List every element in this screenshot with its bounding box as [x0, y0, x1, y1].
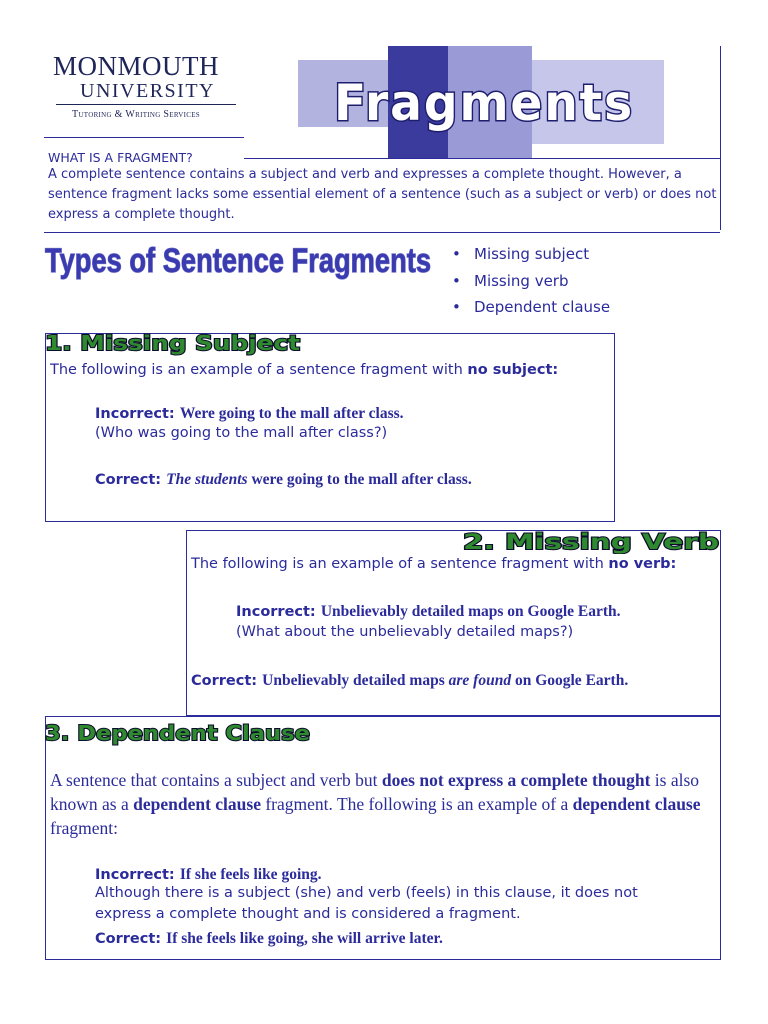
para-text: fragment. The following is an example of a — [260, 794, 573, 814]
section3-correct — [95, 928, 443, 948]
section3-explain-2: express a complete thought and is considered a fragment. — [95, 906, 521, 922]
section1-correct — [95, 469, 472, 489]
section2-intro-text: The following is an example of a sentence fragment with — [191, 556, 609, 572]
incorrect-text: Were going to the mall after class. — [179, 405, 404, 422]
section3-incorrect — [95, 864, 322, 884]
para-text: fragment: — [50, 818, 119, 838]
section2-correct — [191, 670, 628, 690]
intro-heading: WHAT IS A FRAGMENT? — [48, 150, 193, 165]
header-vertical-rule — [720, 46, 721, 230]
section2-question: (What about the unbelievably detailed maps?) — [236, 624, 574, 640]
list-item: • Missing subject — [452, 241, 610, 268]
section3-explain-1: Although there is a subject (she) and verb (feels) in this clause, it does not — [95, 885, 638, 901]
correct-text: were going to the mall after class. — [247, 471, 472, 488]
incorrect-label: Incorrect: — [95, 867, 175, 883]
svg-text:2. Missing Verb: 2. Missing Verb — [463, 530, 719, 554]
section2-incorrect — [236, 601, 621, 621]
section1-intro — [50, 362, 558, 378]
section2-intro — [191, 556, 676, 572]
correct-text: If she feels like going, she will arrive later. — [166, 930, 443, 947]
list-item: • Dependent clause — [452, 294, 610, 321]
svg-text:3. Dependent Clause: 3. Dependent Clause — [45, 721, 310, 745]
correct-text: Unbelievably detailed maps — [262, 672, 449, 689]
section1-incorrect — [95, 403, 404, 423]
types-list — [452, 241, 610, 321]
correct-italic: The students — [166, 471, 248, 488]
para-text: A sentence that contains a subject and verb but — [50, 770, 382, 790]
section2-title — [462, 528, 722, 554]
incorrect-label: Incorrect: — [95, 406, 175, 422]
section1-title — [44, 330, 304, 356]
correct-label: Correct: — [191, 673, 258, 689]
para-bold: dependent clause — [133, 794, 261, 814]
logo-university: UNIVERSITY — [80, 80, 215, 102]
correct-text-end: on Google Earth. — [511, 672, 629, 689]
section1-question: (Who was going to the mall after class?) — [95, 425, 388, 441]
logo-monmouth: MONMOUTH — [53, 51, 219, 81]
incorrect-label: Incorrect: — [236, 604, 316, 620]
section3-title — [44, 720, 314, 746]
para-bold: does not express a complete thought — [381, 770, 651, 790]
list-item: • Missing verb — [452, 268, 610, 295]
correct-label: Correct: — [95, 472, 162, 488]
para-text: is also known as a — [50, 770, 700, 814]
incorrect-text: Unbelievably detailed maps on Google Earth. — [320, 603, 621, 620]
section1-intro-text: The following is an example of a sentence fragment with — [50, 362, 468, 378]
svg-text:Types of Sentence Fragments: Types of Sentence Fragments — [45, 242, 431, 280]
section3-paragraph — [50, 768, 710, 840]
incorrect-text: If she feels like going. — [179, 866, 322, 883]
correct-italic: are found — [448, 672, 512, 689]
section2-intro-bold: no verb: — [608, 556, 677, 572]
svg-text:1. Missing Subject: 1. Missing Subject — [45, 331, 301, 355]
page-title — [330, 64, 650, 134]
intro-separator — [44, 232, 720, 233]
logo-divider — [56, 104, 236, 105]
header-rule-left — [44, 137, 244, 138]
logo-tutoring: Tutoring & Writing Services — [72, 109, 201, 120]
section1-intro-bold: no subject: — [467, 362, 559, 378]
correct-label: Correct: — [95, 931, 162, 947]
para-bold: dependent clause — [572, 794, 701, 814]
types-title — [44, 236, 439, 284]
intro-text: A complete sentence contains a subject and verb and expresses a complete thought. However, a sentence fragment lacks some essential element of a sentence (such as a subject or verb) or does not express a complete thought. — [48, 167, 717, 222]
header-rule-right — [244, 158, 720, 159]
svg-text:Fragments: Fragments — [334, 74, 634, 132]
